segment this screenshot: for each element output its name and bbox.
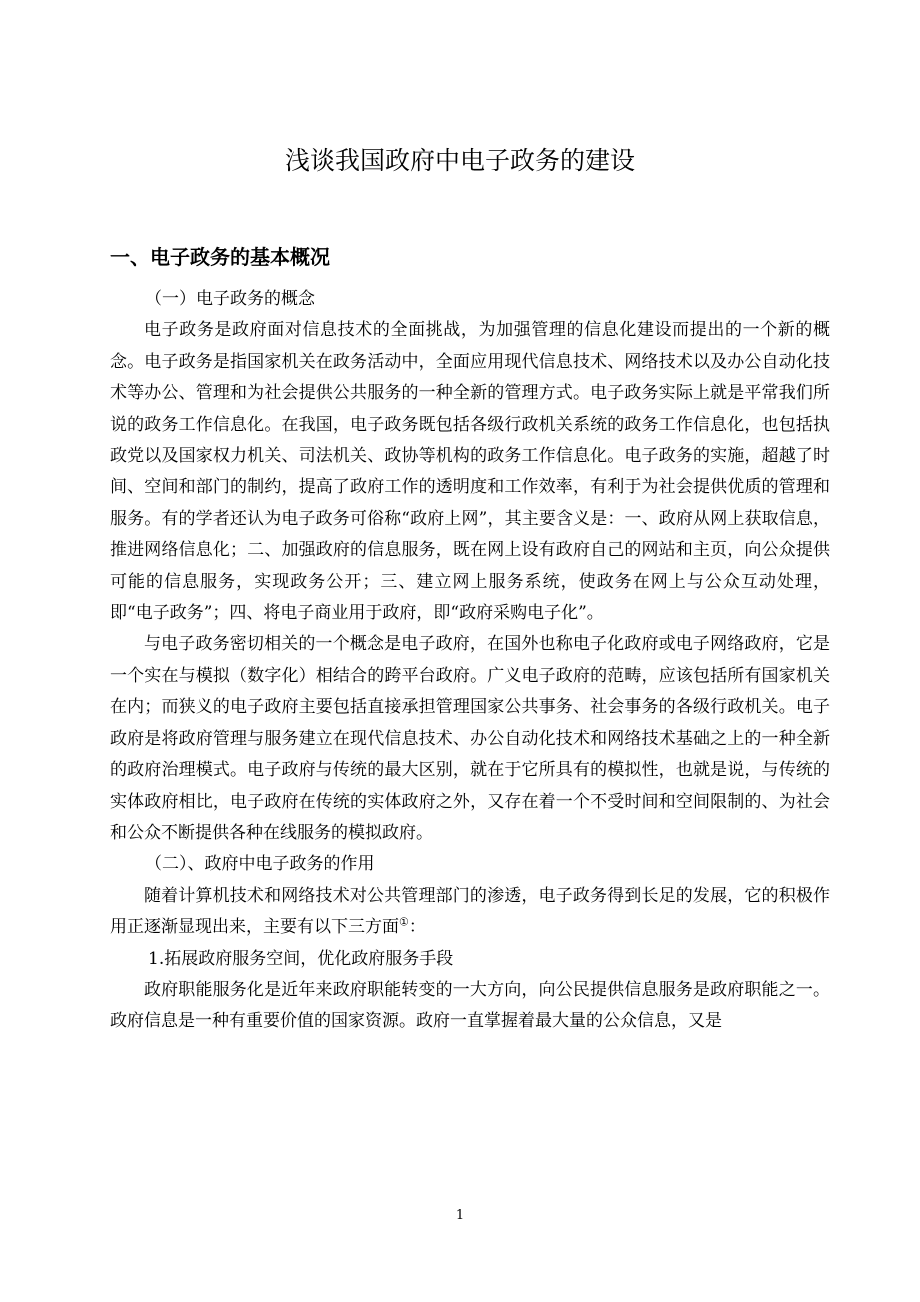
paragraph-role-end: ： bbox=[408, 917, 426, 938]
subsection-heading-concept: （一）电子政务的概念 bbox=[145, 289, 315, 309]
page-number: 1 bbox=[455, 1208, 465, 1223]
paragraph-e-government: 与电子政务密切相关的一个概念是电子政府，在国外也称电子化政府或电子网络政府，它是一个实在与模拟（数字化）相结合的跨平台政府。广义电子政府的范畴，应该包括所有国家机关在内；而狭义的电子政府主要包括直接承担管理国家公共事务、社会事务的各级行政机关。电子政府是将政府管理与服务建立在现代信息技术、办公自动化技术和网络技术基础之上的一种全新的政府治理模式。电子政府与传统的最大区别，就在于它所具有的模拟性，也就是说，与传统的实体政府相比，电子政府在传统的实体政府之外，又存在着一个不受时间和空间限制的、为社会和公众不断提供各种在线服务的模拟政府。 bbox=[110, 634, 830, 843]
section-heading: 一、电子政务的基本概况 bbox=[110, 245, 330, 269]
document-body bbox=[110, 284, 830, 1038]
item-heading-service-space: 1.拓展政府服务空间，优化政府服务手段 bbox=[148, 948, 454, 969]
paragraph-role bbox=[110, 881, 830, 944]
subsection-heading-role: （二）、政府中电子政务的作用 bbox=[145, 854, 375, 875]
paragraph-role-text: 随着计算机技术和网络技术对公共管理部门的渗透，电子政务得到长足的发展，它的积极作用正逐渐显现出来，主要有以下三方面 bbox=[110, 885, 830, 938]
paragraph-service: 政府职能服务化是近年来政府职能转变的一大方向，向公民提供信息服务是政府职能之一。政府信息是一种有重要价值的国家资源。政府一直掌握着最大量的公众信息，又是 bbox=[110, 979, 830, 1032]
paragraph-concept: 电子政务是政府面对信息技术的全面挑战，为加强管理的信息化建设而提出的一个新的概念。电子政务是指国家机关在政务活动中，全面应用现代信息技术、网络技术以及办公自动化技术等办公、管理和为社会提供公共服务的一种全新的管理方式。电子政务实际上就是平常我们所说的政务工作信息化。在我国，电子政务既包括各级行政机关系统的政务工作信息化，也包括执政党以及国家权力机关、司法机关、政协等机构的政务工作信息化。电子政务的实施，超越了时间、空间和部门的制约，提高了政府工作的透明度和工作效率，有利于为社会提供优质的管理和服务。有的学者还认为电子政务可俗称“政府上网”，其主要含义是：一、政府从网上获取信息，推进网络信息化；二、加强政府的信息服务，既在网上设有政府自己的网站和主页，向公众提供可能的信息服务，实现政务公开；三、建立网上服务系统，使政务在网上与公众互动处理，即“电子政务”；四、将电子商业用于政府，即“政府采购电子化”。 bbox=[110, 320, 830, 624]
document-title: 浅谈我国政府中电子政务的建设 bbox=[284, 146, 635, 175]
footnote-marker[interactable]: ① bbox=[399, 915, 409, 929]
